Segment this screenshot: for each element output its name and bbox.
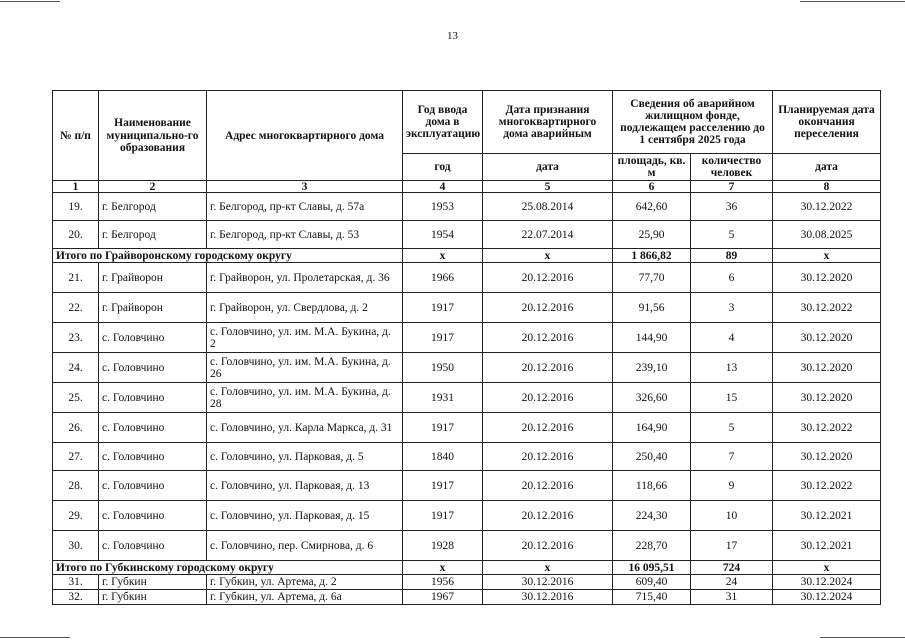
cell-planned: 30.12.2021: [773, 501, 881, 531]
emergency-housing-table: [52, 90, 881, 605]
col-number: 7: [691, 181, 773, 193]
cell-planned: 30.08.2025: [773, 221, 881, 249]
cell-planned: х: [773, 249, 881, 263]
cell-municipality: с. Головчино: [99, 413, 207, 443]
cell-people: 36: [691, 193, 773, 221]
table-row: [53, 531, 881, 561]
cell-area: 224,30: [613, 501, 691, 531]
cell-year: 1967: [403, 590, 483, 605]
cell-area: 16 095,51: [613, 561, 691, 575]
cell-municipality: г. Грайворон: [99, 293, 207, 323]
cell-municipality: г. Белгород: [99, 193, 207, 221]
cell-people: 9: [691, 471, 773, 501]
cell-people: 17: [691, 531, 773, 561]
cell-year: 1917: [403, 471, 483, 501]
cell-municipality: г. Грайворон: [99, 263, 207, 293]
cell-date: 25.08.2014: [483, 193, 613, 221]
cell-municipality: г. Белгород: [99, 221, 207, 249]
cell-year: 1956: [403, 575, 483, 590]
cell-date: 20.12.2016: [483, 413, 613, 443]
cell-num: 24.: [53, 353, 99, 383]
cell-num: 19.: [53, 193, 99, 221]
header-address: Адрес многоквартирного дома: [207, 91, 403, 181]
cell-planned: 30.12.2020: [773, 443, 881, 471]
cell-people: 3: [691, 293, 773, 323]
cell-num: 31.: [53, 575, 99, 590]
cell-people: 5: [691, 413, 773, 443]
cell-address: с. Головчино, ул. им. М.А. Букина, д. 28: [207, 383, 403, 413]
cell-area: 326,60: [613, 383, 691, 413]
table-row: [53, 413, 881, 443]
scan-edge-bottom-left: [0, 637, 70, 638]
cell-date: 22.07.2014: [483, 221, 613, 249]
cell-address: г. Грайворон, ул. Свердлова, д. 2: [207, 293, 403, 323]
cell-year: 1928: [403, 531, 483, 561]
cell-num: 29.: [53, 501, 99, 531]
cell-num: 23.: [53, 323, 99, 353]
cell-area: 77,70: [613, 263, 691, 293]
cell-date: 20.12.2016: [483, 471, 613, 501]
cell-planned: 30.12.2021: [773, 531, 881, 561]
cell-people: 89: [691, 249, 773, 263]
cell-municipality: г. Губкин: [99, 590, 207, 605]
cell-people: 7: [691, 443, 773, 471]
scan-edge-top-left: [0, 1, 60, 2]
cell-address: г. Белгород, пр-кт Славы, д. 53: [207, 221, 403, 249]
cell-num: 22.: [53, 293, 99, 323]
table-row: [53, 323, 881, 353]
subtotal-row: [53, 561, 881, 575]
table-row: [53, 293, 881, 323]
cell-year: 1931: [403, 383, 483, 413]
table-row: [53, 353, 881, 383]
header-year-sub: год: [403, 154, 483, 181]
cell-municipality: с. Головчино: [99, 353, 207, 383]
scan-edge-top-right: [800, 1, 905, 2]
cell-planned: 30.12.2024: [773, 575, 881, 590]
col-number: 2: [99, 181, 207, 193]
cell-area: 144,90: [613, 323, 691, 353]
cell-address: г. Белгород, пр-кт Славы, д. 57а: [207, 193, 403, 221]
cell-year: 1840: [403, 443, 483, 471]
cell-planned: 30.12.2022: [773, 413, 881, 443]
header-municipality: Наименование муниципально-го образования: [99, 91, 207, 181]
cell-address: с. Головчино, ул. им. М.А. Букина, д. 26: [207, 353, 403, 383]
cell-people: 10: [691, 501, 773, 531]
cell-address: с. Головчино, ул. Парковая, д. 15: [207, 501, 403, 531]
table-row: [53, 193, 881, 221]
cell-planned: 30.12.2020: [773, 263, 881, 293]
cell-date: х: [483, 561, 613, 575]
cell-planned: 30.12.2022: [773, 471, 881, 501]
cell-municipality: с. Головчино: [99, 443, 207, 471]
cell-address: с. Головчино, ул. Парковая, д. 5: [207, 443, 403, 471]
cell-year: 1966: [403, 263, 483, 293]
column-number-row: [53, 181, 881, 193]
cell-area: 25,90: [613, 221, 691, 249]
cell-people: 15: [691, 383, 773, 413]
cell-address: г. Грайворон, ул. Пролетарская, д. 36: [207, 263, 403, 293]
cell-date: 20.12.2016: [483, 263, 613, 293]
cell-date: 30.12.2016: [483, 590, 613, 605]
table-row: [53, 471, 881, 501]
cell-municipality: с. Головчино: [99, 531, 207, 561]
cell-year: 1917: [403, 501, 483, 531]
cell-area: 118,66: [613, 471, 691, 501]
header-year-group: Год ввода дома в эксплуатацию: [403, 91, 483, 154]
cell-year: 1954: [403, 221, 483, 249]
cell-municipality: с. Головчино: [99, 383, 207, 413]
cell-date: 20.12.2016: [483, 443, 613, 471]
cell-date: 20.12.2016: [483, 293, 613, 323]
cell-planned: 30.12.2020: [773, 383, 881, 413]
cell-date: 20.12.2016: [483, 383, 613, 413]
cell-area: 250,40: [613, 443, 691, 471]
table-row: [53, 575, 881, 590]
cell-planned: 30.12.2022: [773, 293, 881, 323]
cell-date: х: [483, 249, 613, 263]
cell-num: 26.: [53, 413, 99, 443]
cell-area: 91,56: [613, 293, 691, 323]
header-planned-sub: дата: [773, 154, 881, 181]
cell-num: 30.: [53, 531, 99, 561]
cell-people: 13: [691, 353, 773, 383]
cell-num: 21.: [53, 263, 99, 293]
header-count-sub: количество человек: [691, 154, 773, 181]
cell-num: 27.: [53, 443, 99, 471]
cell-people: 4: [691, 323, 773, 353]
cell-municipality: с. Головчино: [99, 501, 207, 531]
cell-year: х: [403, 249, 483, 263]
page-number: 13: [447, 30, 458, 42]
cell-address: с. Головчино, ул. Карла Маркса, д. 31: [207, 413, 403, 443]
cell-area: 642,60: [613, 193, 691, 221]
cell-num: 28.: [53, 471, 99, 501]
cell-year: х: [403, 561, 483, 575]
header-date-group: Дата признания многоквартирного дома аварийным: [483, 91, 613, 154]
cell-area: 1 866,82: [613, 249, 691, 263]
cell-people: 724: [691, 561, 773, 575]
table-row: [53, 590, 881, 605]
table-row: [53, 221, 881, 249]
cell-area: 228,70: [613, 531, 691, 561]
scan-edge-bottom-right: [820, 637, 905, 638]
cell-area: 609,40: [613, 575, 691, 590]
table-row: [53, 501, 881, 531]
col-number: 1: [53, 181, 99, 193]
cell-date: 30.12.2016: [483, 575, 613, 590]
table-body: [53, 193, 881, 605]
cell-planned: 30.12.2022: [773, 193, 881, 221]
cell-municipality: г. Губкин: [99, 575, 207, 590]
cell-people: 24: [691, 575, 773, 590]
col-number: 5: [483, 181, 613, 193]
cell-people: 6: [691, 263, 773, 293]
col-number: 4: [403, 181, 483, 193]
cell-planned: 30.12.2024: [773, 590, 881, 605]
header-info-group: Сведения об аварийном жилищном фонде, подлежащем расселению до 1 сентября 2025 года: [613, 91, 773, 154]
cell-planned: 30.12.2020: [773, 323, 881, 353]
cell-year: 1917: [403, 323, 483, 353]
cell-area: 164,90: [613, 413, 691, 443]
cell-address: с. Головчино, ул. Парковая, д. 13: [207, 471, 403, 501]
cell-address: с. Головчино, пер. Смирнова, д. 6: [207, 531, 403, 561]
cell-municipality: с. Головчино: [99, 471, 207, 501]
cell-year: 1953: [403, 193, 483, 221]
cell-year: 1950: [403, 353, 483, 383]
cell-year: 1917: [403, 293, 483, 323]
cell-area: 239,10: [613, 353, 691, 383]
header-area-sub: площадь, кв. м: [613, 154, 691, 181]
table-row: [53, 263, 881, 293]
subtotal-row: [53, 249, 881, 263]
cell-planned: 30.12.2020: [773, 353, 881, 383]
cell-address: с. Головчино, ул. им. М.А. Букина, д. 2: [207, 323, 403, 353]
cell-year: 1917: [403, 413, 483, 443]
table-row: [53, 443, 881, 471]
cell-people: 31: [691, 590, 773, 605]
header-num: № п/п: [53, 91, 99, 181]
cell-date: 20.12.2016: [483, 323, 613, 353]
subtotal-label: Итого по Губкинскому городскому округу: [53, 561, 403, 575]
cell-num: 32.: [53, 590, 99, 605]
cell-planned: х: [773, 561, 881, 575]
cell-num: 25.: [53, 383, 99, 413]
col-number: 6: [613, 181, 691, 193]
cell-date: 20.12.2016: [483, 531, 613, 561]
cell-address: г. Губкин, ул. Артема, д. 2: [207, 575, 403, 590]
cell-date: 20.12.2016: [483, 353, 613, 383]
cell-num: 20.: [53, 221, 99, 249]
cell-date: 20.12.2016: [483, 501, 613, 531]
cell-area: 715,40: [613, 590, 691, 605]
table-row: [53, 383, 881, 413]
col-number: 8: [773, 181, 881, 193]
cell-municipality: с. Головчино: [99, 323, 207, 353]
col-number: 3: [207, 181, 403, 193]
header-date-sub: дата: [483, 154, 613, 181]
subtotal-label: Итого по Грайворонскому городскому округу: [53, 249, 403, 263]
cell-address: г. Губкин, ул. Артема, д. 6а: [207, 590, 403, 605]
header-planned-group: Планируемая дата окончания переселения: [773, 91, 881, 154]
cell-people: 5: [691, 221, 773, 249]
